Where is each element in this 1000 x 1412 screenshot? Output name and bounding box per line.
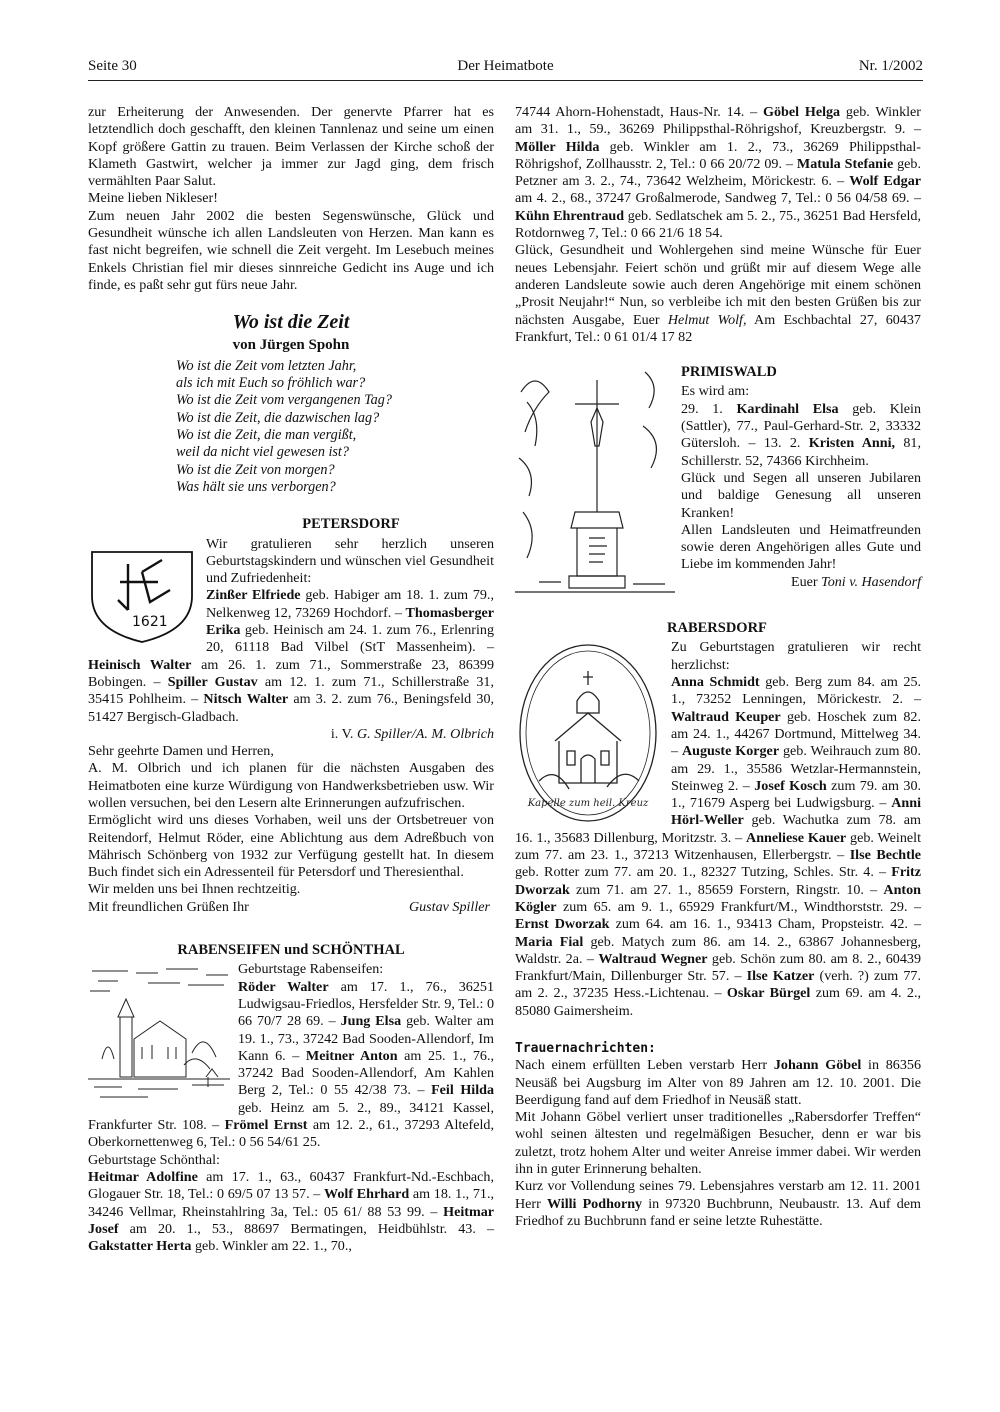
obituary-goebel: Nach einem erfüllten Leben verstarb Herr Johann Göbel in 86356 Neusäß bei Augsburg im Alter von 89 Jahren am 12. 10. 2001. Die Beerdigung fand auf dem Friedhof in Neusäß statt.	[515, 1057, 921, 1108]
poem	[176, 358, 494, 496]
vorhaben-paragraph: Ermöglicht wird uns dieses Vorhaben, weil uns der Ortsbetreuer von Reitendorf, Helmut Röder, eine Ablichtung aus dem Adreßbuch von Mährisch Schönberg von 1932 zur Verfügung gestellt hat. In diesem Buch findet sich ein Adressenteil für Petersdorf und Theresienthal.	[88, 812, 494, 881]
rabersdorf-list: Anna Schmidt geb. Berg zum 84. am 25. 1., 73252 Lenningen, Mörickestr. 2. – Waltraud Keuper geb. Hoschek zum 82. am 24. 1., 44267 Dortmund, Mittelweg 34. – Auguste Korger geb. Weihrauch zum 80. am 29. 1., 35586 Wetzlar-Hermannstein, Steinweg 2. – Josef Kosch zum 79. am 30. 1., 71679 Asperg bei Ludwigsburg. – Anni Hörl-Weller geb. Wachutka zum 78. am 16. 1., 35683 Dillenburg, Moritzstr. 3. – Anneliese Kauer geb. Weinelt zum 77. am 23. 1., 37213 Witzenhausen, Ellerbergstr. – Ilse Bechtle geb. Rotter zum 77. am 20. 1., 82327 Tutzing, Schles. Str. 4. – Fritz Dworzak zum 71. am 27. 1., 85659 Forstern, Ringstr. 10. – Anton Kögler zum 65. am 9. 1., 65929 Frankfurt/M., Windthorststr. 29. – Ernst Dworzak zum 64. am 16. 1., 93413 Cham, Propsteistr. 42. – Maria Fial geb. Matych zum 86. am 14. 2., 63867 Johannesberg, Waldstr. 2a. – Waltraud Wegner geb. Schön zum 80. am 8. 2., 60439 Frankfurt/Main, Dillenburger Str. 57. – Ilse Katzer (verh. ?) zum 77. am 2. 2., 37235 Hess.-Lichtenau. – Oskar Bürgel zum 69. am 4. 2., 85080 Gaimersheim.	[515, 674, 922, 1019]
poem-line: Wo ist die Zeit, die man vergißt,	[176, 427, 357, 444]
schoenthal-subheading: Geburtstage Schönthal:	[88, 1151, 220, 1168]
greeting: Meine lieben Nikleser!	[88, 190, 218, 207]
wishes-paragraph: Glück, Gesundheit und Wohlergehen sind meine Wünsche für Euer neues Lebensjahr. Feiert schön und grüßt mir auf diesem Wege alle anderen Landsleute sowie auch deren Angehörige mit einem schönen „Prosit Neujahr!“ Nun, so verbleibe ich mit den besten Grüßen bis zur nächsten Ausgabe, Euer Helmut Wolf, Am Eschbachtal 27, 60437 Frankfurt, Tel.: 0 61 01/4 17 82	[515, 242, 921, 345]
closing-signature: Gustav Spiller	[408, 898, 490, 915]
birthday-name: Anton Kögler	[515, 881, 921, 915]
birthday-name: Matula Stefanie	[796, 155, 894, 172]
rabenseifen-subheading: Geburtstage Rabenseifen:	[238, 961, 384, 978]
birthday-name: Josef Kosch	[754, 777, 827, 794]
page-number: Seite 30	[88, 58, 137, 74]
rabenseifen-heading: RABENSEIFEN und SCHÖNTHAL	[177, 942, 405, 959]
birthday-name: Wolf Edgar	[849, 173, 921, 190]
birthday-name: Kardinahl Elsa	[736, 400, 839, 417]
birthday-name: Ernst Dworzak	[515, 916, 610, 933]
birthday-name: Jung Elsa	[340, 1013, 402, 1030]
obituaries-heading: Trauernachrichten:	[515, 1040, 656, 1056]
schoenthal-continued: 74744 Ahorn-Hohenstadt, Haus-Nr. 14. – Göbel Helga geb. Winkler am 31. 1., 59., 36269 Philippsthal-Röhrigshof, Kreuzbergstr. 9. – Möller Hilda geb. Winkler am 1. 2., 73., 36269 Philippsthal-Röhrigshof, Zollhausstr. 2, Tel.: 0 66 20/72 09. – Matula Stefanie geb. Petzner am 3. 2., 74., 73642 Welzheim, Mörickestr. 6. – Wolf Edgar am 4. 2., 68., 37247 Großalmerode, Sandweg 7, Tel.: 0 56 04/58 69. – Kühn Ehrentraud geb. Sedlatschek am 5. 2., 75., 36251 Bad Hersfeld, Rotdornweg 7, Tel.: 0 66 21/6 18 54.	[515, 104, 922, 242]
petersdorf-heading: PETERSDORF	[302, 516, 400, 533]
church-drawing	[88, 965, 230, 1103]
birthday-name: Wolf Ehrhard	[324, 1186, 410, 1203]
wayside-cross-drawing	[515, 362, 675, 598]
birthday-name: Frömel Ernst	[224, 1117, 308, 1134]
birthday-name: Thomasberger Erika	[206, 604, 494, 639]
obituary-podhorny: Kurz vor Vollendung seines 79. Lebensjahres verstarb am 12. 11. 2001 Herr Willi Podhorny in 97320 Buchbrunn, Neubaustr. 13. Auf dem Friedhof zu Buchbrunn fand er seine letzte Ruhestätte.	[515, 1178, 922, 1229]
birthday-name: Gakstatter Herta	[88, 1238, 192, 1255]
poem-line: Wo ist die Zeit vom vergangenen Tag?	[176, 392, 392, 409]
birthday-name: Oskar Bürgel	[726, 985, 811, 1002]
newspaper-title: Der Heimatbote	[457, 58, 554, 74]
primiswald-intro: Es wird am:	[681, 383, 750, 400]
birthday-name: Spiller Gustav	[167, 673, 258, 690]
poem-line: Was hält sie uns verborgen?	[176, 478, 336, 495]
closing: Mit freundlichen Grüßen Ihr Gustav Spiller	[88, 898, 490, 915]
poem-line: Wo ist die Zeit, die dazwischen lag?	[176, 409, 380, 426]
birthday-name: Heitmar Adolfine	[88, 1168, 198, 1185]
chapel-caption: Kapelle zum heil. Kreuz	[527, 798, 649, 810]
birthday-name: Heinisch Walter	[88, 656, 192, 673]
birthday-name: Waltraud Wegner	[598, 950, 708, 967]
birthday-name: Göbel Helga	[763, 104, 841, 120]
birthday-name: Möller Hilda	[515, 138, 600, 155]
petersdorf-signature: i. V. G. Spiller/A. M. Olbrich	[330, 725, 494, 742]
birthday-name: Zinßer Elfriede	[206, 587, 301, 604]
primiswald-signature: Euer Toni v. Hasendorf	[791, 573, 921, 590]
intro-paragraph: zur Erheiterung der Anwesenden. Der genervte Pfarrer hat es letztendlich doch geschafft, den kleinen Tannlenaz und seine um einen Kopf größere Gattin zu trauen. Beim Verlassen der Kirche schoß der Klameth Gastwirt, welcher ja immer zur Jagd ging, dem frisch vermählten Paar Salut.	[88, 104, 494, 190]
right-column	[515, 104, 921, 1230]
poem-line: Wo ist die Zeit vom letzten Jahr,	[176, 357, 357, 374]
rabersdorf-heading: RABERSDORF	[667, 620, 767, 637]
primiswald-allen: Allen Landsleuten und Heimatfreunden sowie deren Angehörigen alles Gute und Liebe im kommenden Jahr!	[681, 521, 921, 573]
birthday-name: Maria Fial	[515, 933, 584, 950]
page-header	[88, 56, 923, 81]
salutation: Sehr geehrte Damen und Herren,	[88, 743, 274, 760]
obituary-name: Willi Podhorny	[546, 1195, 643, 1212]
chapel-drawing	[515, 641, 661, 825]
petersdorf-crest	[88, 538, 196, 646]
birthday-name: Feil Hilda	[431, 1082, 494, 1099]
birthday-name: Heitmar Josef	[88, 1203, 494, 1237]
birthday-name: Ilse Katzer	[746, 968, 815, 985]
birthday-name: Anna Schmidt	[671, 674, 760, 691]
primiswald-heading: PRIMISWALD	[681, 364, 777, 381]
birthday-name: Waltraud Keuper	[671, 708, 781, 725]
birthday-name: Röder Walter	[238, 978, 329, 995]
birthday-name: Meitner Anton	[305, 1047, 398, 1064]
poem-line: weil da nicht viel gewesen ist?	[176, 444, 349, 461]
church-image	[88, 965, 230, 1103]
newyear-paragraph: Zum neuen Jahr 2002 die besten Segenswünsche, Glück und Gesundheit wünsche ich allen Landsleuten von Herzen. Man kann es fast nicht begreifen, wie schnell die Zeit vergeht. Im Lesebuch meines Enkels Christian fiel mir dieses sinnreiche Gedicht ins Auge und ich finde, es paßt sehr gut fürs neue Jahr.	[88, 207, 494, 293]
birthday-name: Anneliese Kauer	[746, 829, 847, 846]
petersdorf-list: Zinßer Elfriede geb. Habiger am 18. 1. zum 79., Nelkenweg 12, 73269 Hochdorf. – Thomasberger Erika geb. Heinisch am 24. 1. zum 76., Erlenring 20, 61118 Bad Vilbel (StT Massenheim). – Heinisch Walter am 26. 1. zum 71., Sommerstraße 23, 86399 Bobingen. – Spiller Gustav am 12. 1. zum 71., Schillerstraße 31, 35415 Pohlheim. – Nitsch Walter am 3. 2. zum 76., Beningsfeld 30, 51427 Bergisch-Gladbach.	[88, 587, 495, 725]
poem-title: Wo ist die Zeit	[232, 311, 350, 334]
petersdorf-intro: Wir gratulieren sehr herzlich unseren Geburtstagskindern und wünschen viel Gesundheit und Zufriedenheit:	[206, 535, 494, 587]
birthday-name: Kühn Ehrentraud	[515, 207, 625, 224]
birthday-name: Fritz Dworzak	[515, 864, 921, 898]
schoenthal-list: Heitmar Adolfine am 17. 1., 63., 60437 Frankfurt-Nd.-Eschbach, Glogauer Str. 18, Tel.: 0 69/5 07 13 57. – Wolf Ehrhard am 18. 1., 71., 34246 Vellmar, Rheinstahlring 3a, Tel.: 05 61/ 88 53 99. – Heitmar Josef am 20. 1., 53., 88697 Bermatingen, Heidbühlstr. 43. – Gakstatter Herta geb. Winkler am 22. 1., 70.,	[88, 1168, 495, 1255]
birthday-name: Nitsch Walter	[203, 691, 289, 708]
melden-line: Wir melden uns bei Ihnen rechtzeitig.	[88, 881, 301, 898]
cross-image	[515, 362, 675, 598]
poem-line: Wo ist die Zeit von morgen?	[176, 461, 335, 478]
olbrich-paragraph: A. M. Olbrich und ich planen für die nächsten Ausgaben des Heimatboten eine kurze Würdigung von Handwerksbetrieben usw. Wir wollen versuchen, bei den Lesern alte Erinnerungen aufzufrischen.	[88, 760, 494, 811]
primiswald-glueck: Glück und Segen all unseren Jubilaren und baldige Genesung all unseren Kranken!	[681, 469, 921, 521]
poem-line: als ich mit Euch so fröhlich war?	[176, 375, 366, 392]
birthday-name: Anni Hörl-Weller	[671, 795, 921, 829]
birthday-name: Kristen Anni,	[808, 435, 896, 452]
obituary-goebel-2: Mit Johann Göbel verliert unser traditionelles „Rabersdorfer Treffen“ wohl seinen ältesten und regelmäßigen Besucher, denn er war bis zuletzt, trotz hohem Alter und weiter Anreise immer dabei. Wir werden ihn in guter Erinnerung behalten.	[515, 1109, 921, 1178]
rabenseifen-list: Röder Walter am 17. 1., 76., 36251 Ludwigsau-Friedlos, Hersfelder Str. 9, Tel.: 0 66 70/7 28 69. – Jung Elsa geb. Walter am 19. 1., 73., 37242 Bad Sooden-Allendorf, Im Kann 6. – Meitner Anton am 25. 1., 76., 37242 Bad Sooden-Allendorf, Am Kahlen Berg 2, Tel.: 0 55 42/38 73. – Feil Hilda geb. Heinz am 5. 2., 89., 34121 Kassel, Frankfurter Str. 108. – Frömel Ernst am 12. 2., 61., 37293 Altefeld, Oberkornettenweg 6, Tel.: 0 56 54/61 25.	[88, 978, 494, 1151]
rabersdorf-intro: Zu Geburtstagen gratulieren wir recht herzlichst:	[671, 639, 921, 673]
primiswald-list: 29. 1. Kardinahl Elsa geb. Klein (Sattler), 77., Paul-Gerhard-Str. 2, 33332 Gütersloh. – 13. 2. Kristen Anni, 81, Schillerstr. 52, 74366 Kirchheim.	[681, 400, 922, 469]
obituary-name: Johann Göbel	[773, 1057, 862, 1074]
crest-year: 1621	[132, 613, 168, 630]
chapel-image	[515, 641, 661, 825]
crest-image	[88, 538, 196, 646]
birthday-name: Auguste Korger	[681, 743, 780, 760]
poem-author: von Jürgen Spohn	[232, 336, 350, 353]
left-column	[88, 104, 494, 1255]
issue-number: Nr. 1/2002	[858, 58, 923, 74]
birthday-name: Ilse Bechtle	[849, 847, 922, 864]
